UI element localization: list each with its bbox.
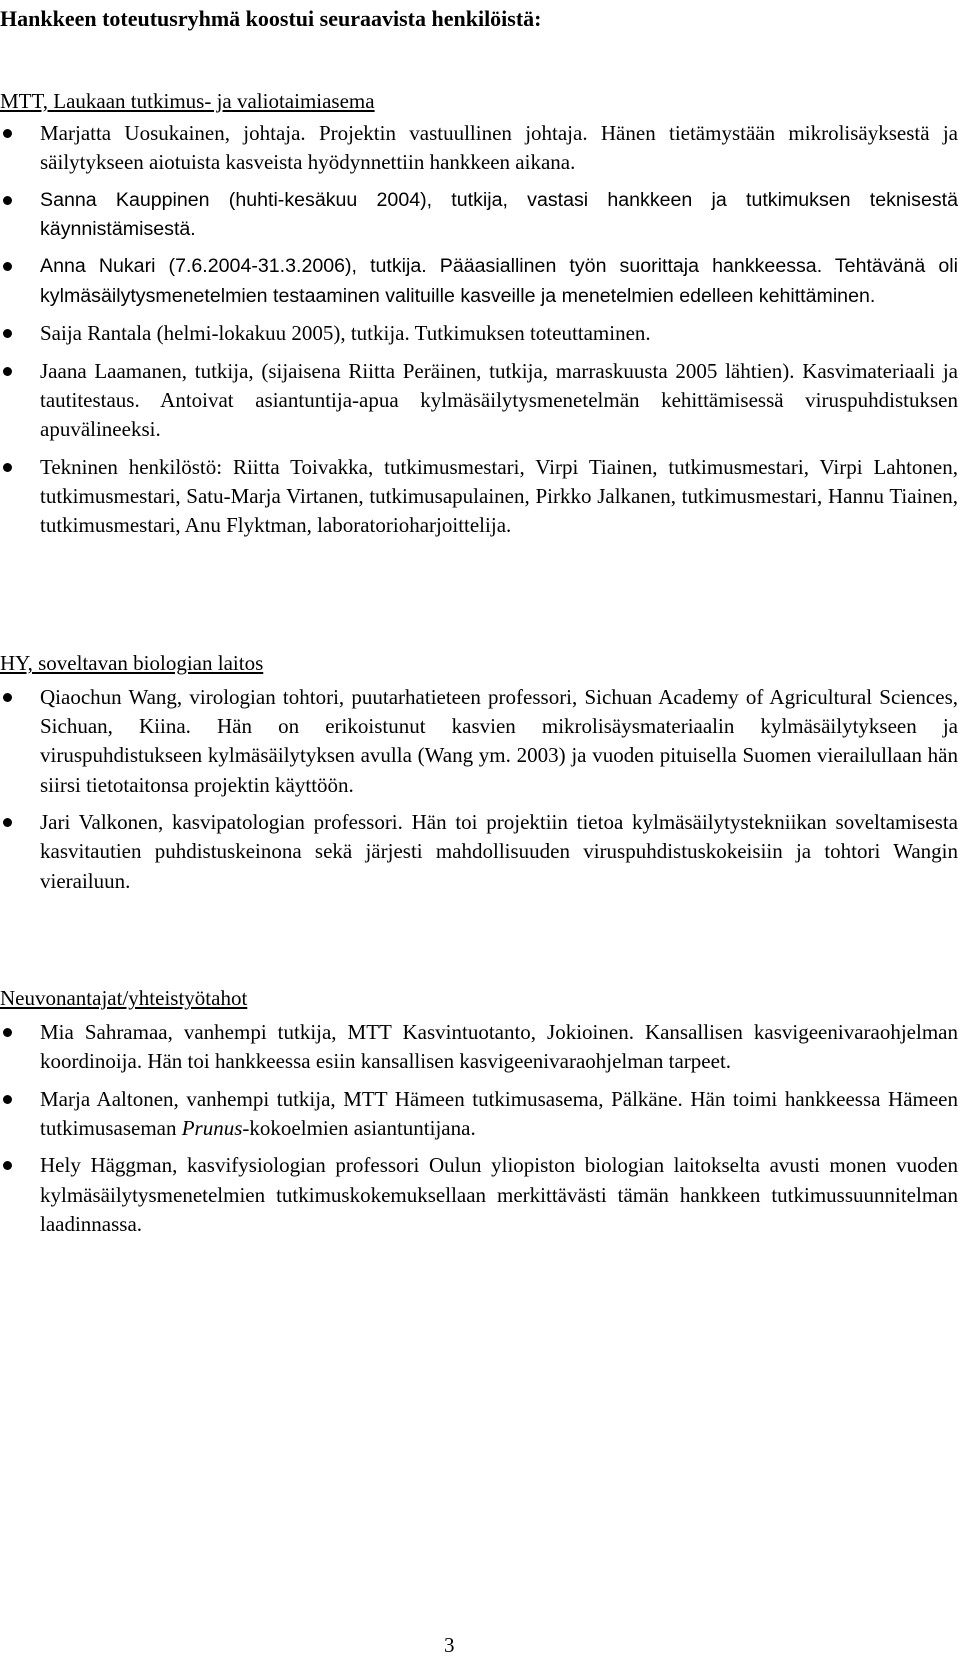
section-title-hy: HY, soveltavan biologian laitos: [0, 651, 264, 675]
bullet-icon: [3, 693, 12, 702]
section-title-mtt: MTT, Laukaan tutkimus- ja valiotaimiasema: [0, 89, 375, 113]
list-item-text: Saija Rantala (helmi-lokakuu 2005), tutkija. Tutkimuksen toteuttaminen.: [40, 321, 651, 346]
bullet-icon: [3, 463, 12, 472]
list-item: [0, 357, 958, 445]
list-item-text: Jari Valkonen, kasvipatologian professori. Hän toi projektiin tietoa kylmäsäilytystekniikan soveltamisesta kasvitautien puhdistuskeinona sekä järjesti mahdollisuuden viruspuhdistuskokeisiin ja tohtori Wangin vierailuun.: [40, 810, 958, 893]
list-item: [0, 808, 958, 896]
list-item-text: Hely Häggman, kasvifysiologian professori Oulun yliopiston biologian laitokselta avusti monen vuoden kylmäsäilytysmenetelmien tutkimuskokemuksellaan merkittävästi tämän hankkeen tutkimussuunnitelman laadinnassa.: [40, 1153, 958, 1236]
bullet-icon: [3, 329, 12, 338]
list-item-text: Qiaochun Wang, virologian tohtori, puutarhatieteen professori, Sichuan Academy of Agricultural Sciences, Sichuan, Kiina. Hän on erikoistunut kasvien mikrolisäysmateriaalin kylmäsäilytykseen ja viruspuhdistukseen kylmäsäilytyksen avulla (Wang ym. 2003) ja vuoden pituisella Suomen vierailullaan hän siirsi tietotaitonsa projektin käyttöön.: [40, 685, 958, 797]
list-item-text-part: -kokoelmien asiantuntijana.: [242, 1115, 476, 1140]
section-list-mtt: [0, 119, 958, 548]
list-item: [0, 683, 958, 800]
list-item-text: Jaana Laamanen, tutkija, (sijaisena Riitta Peräinen, tutkija, marraskuusta 2005 lähtien). Kasvimateriaali ja tautitestaus. Antoivat asiantuntija-apua kylmäsäilytysmenetelmän kehittämisessä viruspuhdistuksen apuvälineeksi.: [40, 358, 958, 442]
bullet-icon: [3, 129, 12, 138]
list-item-text: Sanna Kauppinen (huhti-kesäkuu 2004), tutkija, vastasi hankkeen ja tutkimuksen teknisestä käynnistämisestä.: [40, 188, 958, 240]
list-item-italic-term: Prunus: [181, 1115, 243, 1140]
section-list-advisors: [0, 1018, 958, 1247]
list-item: [0, 186, 958, 244]
section-title-advisors: Neuvonantajat/yhteistyötahot: [0, 986, 248, 1010]
list-item-text: [40, 1085, 958, 1143]
list-item-text-part: Marja Aaltonen, vanhempi tutkija, MTT Hämeen tutkimusasema, Pälkäne. Hän toimi hankkeessa Hämeen tutkimusaseman: [40, 1086, 958, 1140]
list-item-text: Marjatta Uosukainen, johtaja. Projektin vastuullinen johtaja. Hänen tietämystään mikrolisäyksestä ja säilytykseen aiotuista kasveista hyödynnettiin hankkeen aikana.: [40, 121, 958, 175]
list-item-text: Anna Nukari (7.6.2004-31.3.2006), tutkija. Pääasiallinen työn suorittaja hankkeessa. Tehtävänä oli kylmäsäilytysmenetelmien testaaminen valituille kasveille ja menetelmien edelleen kehittäminen.: [40, 255, 958, 307]
bullet-icon: [3, 262, 12, 271]
list-item-text: Mia Sahramaa, vanhempi tutkija, MTT Kasvintuotanto, Jokioinen. Kansallisen kasvigeenivaraohjelman koordinoija. Hän toi hankkeessa esiin kansallisen kasvigeenivaraohjelman tarpeet.: [40, 1020, 958, 1074]
bullet-icon: [3, 1028, 12, 1037]
list-item: [0, 1085, 958, 1143]
list-item: [0, 119, 958, 177]
bullet-icon: [3, 818, 12, 827]
bullet-icon: [3, 1095, 12, 1104]
list-item: [0, 319, 958, 348]
list-item: [0, 252, 958, 310]
page-heading: Hankkeen toteutusryhmä koostui seuraavista henkilöistä:: [0, 6, 542, 31]
section-list-hy: [0, 683, 958, 904]
list-item: [0, 453, 958, 541]
bullet-icon: [3, 196, 12, 205]
list-item-text: Tekninen henkilöstö: Riitta Toivakka, tutkimusmestari, Virpi Tiainen, tutkimusmestari, Virpi Lahtonen, tutkimusmestari, Satu-Marja Virtanen, tutkimusapulainen, Pirkko Jalkanen, tutkimusmestari, Hannu Tiainen, tutkimusmestari, Anu Flyktman, laboratorioharjoittelija.: [40, 454, 958, 537]
bullet-icon: [3, 1161, 12, 1170]
page-number: 3: [444, 1633, 455, 1657]
list-item: [0, 1151, 958, 1239]
list-item: [0, 1018, 958, 1076]
bullet-icon: [3, 367, 12, 376]
